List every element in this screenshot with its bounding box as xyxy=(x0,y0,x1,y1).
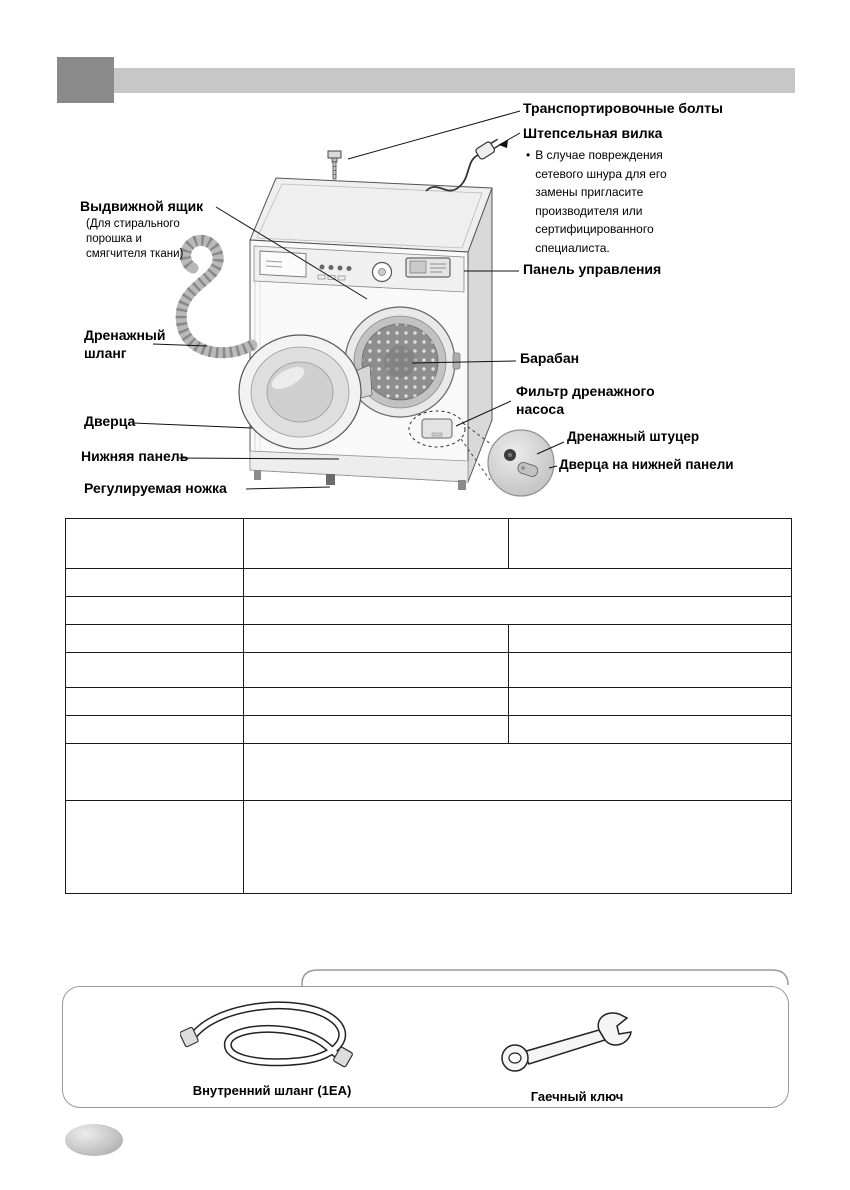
label-adjustable-foot: Регулируемая ножка xyxy=(84,480,227,496)
label-drum: Барабан xyxy=(520,350,580,366)
transport-bolt-icon xyxy=(328,151,341,179)
table-row xyxy=(66,744,792,801)
label-drawer: Выдвижной ящик xyxy=(80,198,204,214)
power-cord-and-plug xyxy=(426,137,502,191)
table-row xyxy=(66,801,792,894)
table-row xyxy=(66,519,792,569)
note-bullet: • xyxy=(526,148,531,162)
spec-table xyxy=(65,518,792,894)
page-number-bubble xyxy=(65,1124,123,1156)
wrench-illustration xyxy=(495,1010,640,1080)
label-power-plug: Штепсельная вилка xyxy=(523,125,663,141)
adjustable-foot xyxy=(326,474,335,485)
table-row xyxy=(66,688,792,716)
table-row xyxy=(66,653,792,688)
label-door: Дверца xyxy=(84,413,136,429)
accessories-tab xyxy=(62,958,790,986)
label-lower-panel-door: Дверца на нижней панели xyxy=(559,457,734,472)
table-row xyxy=(66,716,792,744)
label-transport-bolts: Транспортировочные болты xyxy=(523,100,723,116)
foot-right xyxy=(458,480,466,490)
label-wrench: Гаечный ключ xyxy=(530,1089,624,1104)
table-row xyxy=(66,597,792,625)
table-row xyxy=(66,625,792,653)
label-lower-panel: Нижняя панель xyxy=(81,448,189,464)
power-plug-note xyxy=(526,146,707,258)
foot-left xyxy=(254,470,261,480)
detergent-drawer xyxy=(260,251,306,277)
label-drain-hose: Дренажный шланг xyxy=(84,327,166,361)
label-inlet-hose: Внутренний шланг (1EA) xyxy=(192,1083,352,1098)
door-latch xyxy=(453,353,460,369)
label-control-panel: Панель управления xyxy=(523,261,662,277)
table-row xyxy=(66,569,792,597)
label-drain-plug: Дренажный штуцер xyxy=(567,429,700,444)
label-drawer-note: (Для стирального порошка и смягчителя ткани) xyxy=(86,218,184,260)
inlet-hose-illustration xyxy=(180,995,370,1080)
header-title-bar xyxy=(114,68,795,93)
note-text: В случае повреждения сетевого шнура для его замены пригласите производителя или сертифицированного специалиста. xyxy=(535,148,667,255)
label-drain-pump-filter: Фильтр дренажного насоса xyxy=(516,383,655,417)
